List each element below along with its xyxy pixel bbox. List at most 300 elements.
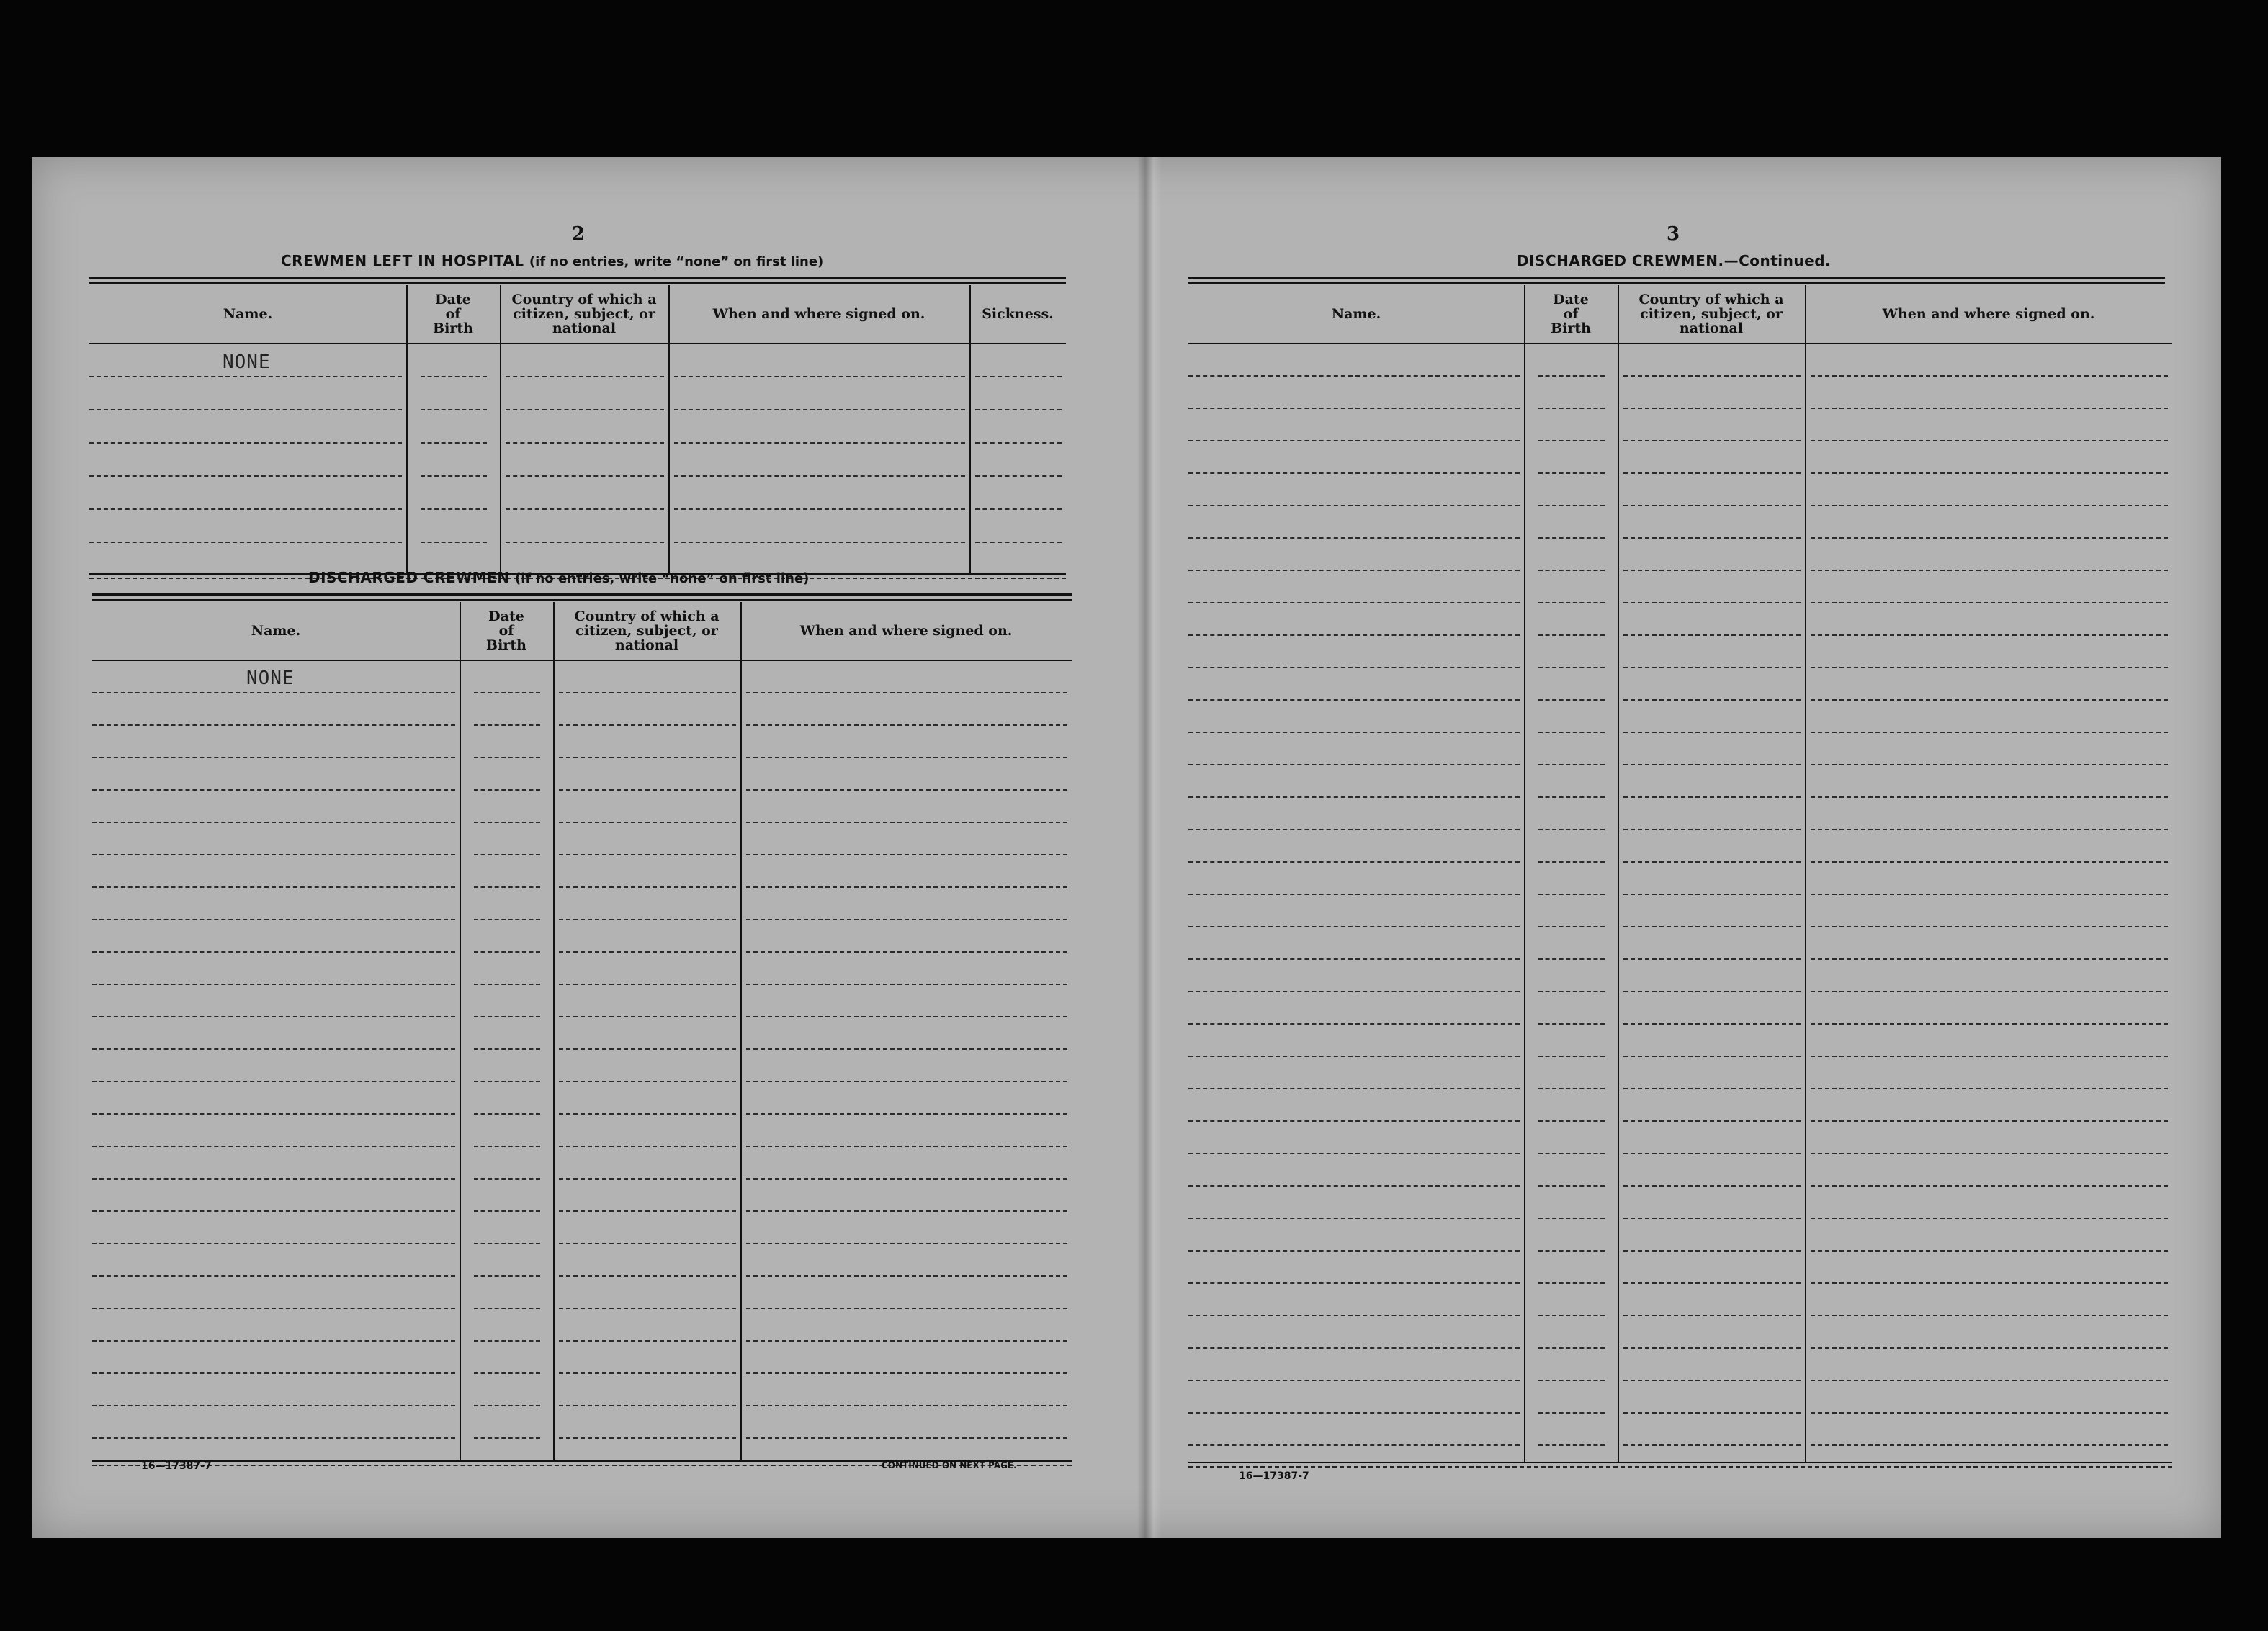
entry-line[interactable] bbox=[92, 1178, 455, 1180]
entry-line[interactable] bbox=[1623, 408, 1801, 409]
entry-line[interactable] bbox=[1188, 667, 1520, 668]
entry-line[interactable] bbox=[89, 442, 402, 444]
entry-line[interactable] bbox=[559, 951, 736, 953]
entry-line[interactable] bbox=[1538, 537, 1605, 539]
entry-line[interactable] bbox=[1538, 634, 1605, 636]
section-title-text: CREWMEN LEFT IN HOSPITAL bbox=[281, 252, 524, 269]
entry-line[interactable] bbox=[1538, 472, 1605, 474]
entry-line[interactable] bbox=[746, 1210, 1067, 1212]
entry-line[interactable] bbox=[1538, 1347, 1605, 1349]
entry-line[interactable] bbox=[746, 1340, 1067, 1342]
entry-line[interactable] bbox=[1811, 537, 2168, 539]
entry-line[interactable] bbox=[1188, 991, 1520, 992]
entry-line[interactable] bbox=[559, 1243, 736, 1244]
column-divider bbox=[460, 602, 461, 1460]
column-divider bbox=[1524, 285, 1525, 1462]
entry-line[interactable] bbox=[92, 1146, 455, 1147]
entry-line[interactable] bbox=[1811, 732, 2168, 733]
entry-line[interactable] bbox=[1811, 1444, 2168, 1446]
entry-line[interactable] bbox=[92, 789, 455, 791]
entry-line[interactable] bbox=[474, 951, 540, 953]
entry-line[interactable] bbox=[421, 442, 487, 444]
entry-line[interactable] bbox=[1188, 1315, 1520, 1316]
entry-line[interactable] bbox=[1538, 796, 1605, 798]
entry-line[interactable] bbox=[1188, 926, 1520, 927]
entry-line[interactable] bbox=[1811, 408, 2168, 409]
entry-line[interactable] bbox=[1811, 926, 2168, 927]
entry-line[interactable] bbox=[746, 984, 1067, 985]
entry-line[interactable] bbox=[421, 508, 487, 510]
column-header-signed-on: When and where signed on. bbox=[799, 623, 1013, 639]
entry-line[interactable] bbox=[1188, 1120, 1520, 1122]
column-header-date-of-birth: Date of Birth bbox=[486, 608, 526, 653]
entry-line[interactable] bbox=[746, 1113, 1067, 1115]
entry-line[interactable] bbox=[1188, 764, 1520, 765]
entry-line[interactable] bbox=[1623, 1185, 1801, 1187]
entry-line[interactable] bbox=[1811, 699, 2168, 701]
entry-line[interactable] bbox=[474, 724, 540, 726]
entry-line[interactable] bbox=[506, 442, 664, 444]
entry-line[interactable] bbox=[1623, 1023, 1801, 1025]
entry-line[interactable] bbox=[1188, 505, 1520, 506]
entry-line[interactable] bbox=[746, 854, 1067, 855]
entry-line[interactable] bbox=[1811, 1218, 2168, 1219]
entry-line[interactable] bbox=[1811, 1412, 2168, 1414]
entry-line[interactable] bbox=[1811, 1185, 2168, 1187]
entry-line[interactable] bbox=[1811, 1315, 2168, 1316]
entry-line[interactable] bbox=[92, 757, 455, 758]
entry-line[interactable] bbox=[1811, 894, 2168, 895]
entry-line[interactable] bbox=[1188, 570, 1520, 571]
entry-line[interactable] bbox=[474, 1275, 540, 1277]
entry-line[interactable] bbox=[1623, 1282, 1801, 1284]
entry-line[interactable] bbox=[1623, 732, 1801, 733]
entry-line[interactable] bbox=[1623, 1056, 1801, 1057]
entry-line[interactable] bbox=[1188, 796, 1520, 798]
section-title-text: DISCHARGED CREWMEN.—Continued. bbox=[1517, 252, 1832, 269]
entry-line[interactable] bbox=[1188, 1347, 1520, 1349]
entry-line[interactable] bbox=[1538, 1315, 1605, 1316]
entry-line[interactable] bbox=[559, 822, 736, 823]
entry-line[interactable] bbox=[559, 1405, 736, 1406]
entry-line[interactable] bbox=[1811, 1088, 2168, 1089]
entry-line[interactable] bbox=[1538, 1153, 1605, 1154]
entry-line[interactable] bbox=[474, 1243, 540, 1244]
entry-line[interactable] bbox=[746, 1146, 1067, 1147]
entry-line[interactable] bbox=[559, 854, 736, 855]
entry-line[interactable] bbox=[1623, 764, 1801, 765]
entry-line[interactable] bbox=[92, 1113, 455, 1115]
entry-line[interactable] bbox=[559, 724, 736, 726]
column-header-name: Name. bbox=[223, 306, 273, 322]
entry-line[interactable] bbox=[1811, 602, 2168, 603]
entry-line[interactable] bbox=[746, 1372, 1067, 1374]
entry-line[interactable] bbox=[559, 692, 736, 693]
entry-line[interactable] bbox=[1811, 570, 2168, 571]
entry-line[interactable] bbox=[1811, 505, 2168, 506]
entry-line[interactable] bbox=[1538, 570, 1605, 571]
entry-line[interactable] bbox=[474, 886, 540, 888]
entry-line[interactable] bbox=[506, 475, 664, 477]
entry-line[interactable] bbox=[1811, 829, 2168, 830]
entry-line[interactable] bbox=[1188, 958, 1520, 960]
entry-line[interactable] bbox=[559, 757, 736, 758]
entry-line[interactable] bbox=[1623, 991, 1801, 992]
entry-line[interactable] bbox=[92, 886, 455, 888]
entry-line[interactable] bbox=[1188, 1380, 1520, 1381]
entry-line[interactable] bbox=[746, 822, 1067, 823]
entry-line[interactable] bbox=[474, 1081, 540, 1082]
entry-line[interactable] bbox=[92, 1308, 455, 1309]
entry-line[interactable] bbox=[1188, 894, 1520, 895]
entry-line[interactable] bbox=[1811, 375, 2168, 377]
entry-line[interactable] bbox=[1538, 764, 1605, 765]
entry-line[interactable] bbox=[746, 1243, 1067, 1244]
column-divider bbox=[740, 602, 742, 1460]
section-note: (if no entries, write “none” on first line) bbox=[529, 254, 824, 269]
entry-line[interactable] bbox=[474, 692, 540, 693]
entry-line[interactable] bbox=[1623, 926, 1801, 927]
entry-line[interactable] bbox=[1623, 699, 1801, 701]
entry-line[interactable] bbox=[1188, 1444, 1520, 1446]
entry-line[interactable] bbox=[559, 1048, 736, 1050]
entry-line[interactable] bbox=[1623, 1153, 1801, 1154]
entry-line[interactable] bbox=[1538, 926, 1605, 927]
entry-line[interactable] bbox=[559, 1372, 736, 1374]
entry-line[interactable] bbox=[1538, 602, 1605, 603]
entry-line[interactable] bbox=[1188, 537, 1520, 539]
entry-line[interactable] bbox=[1811, 1380, 2168, 1381]
entry-line[interactable] bbox=[474, 1016, 540, 1017]
entry-line[interactable] bbox=[1188, 1153, 1520, 1154]
entry-line[interactable] bbox=[1811, 440, 2168, 441]
entry-line[interactable] bbox=[746, 757, 1067, 758]
entry-line[interactable] bbox=[674, 542, 965, 543]
entry-line[interactable] bbox=[746, 1275, 1067, 1277]
entry-line[interactable] bbox=[674, 508, 965, 510]
entry-line[interactable] bbox=[1623, 1250, 1801, 1252]
entry-line[interactable] bbox=[1538, 375, 1605, 377]
entry-line[interactable] bbox=[674, 442, 965, 444]
column-divider bbox=[553, 602, 555, 1460]
entry-line[interactable] bbox=[92, 1210, 455, 1212]
entry-line[interactable] bbox=[474, 1372, 540, 1374]
entry-line[interactable] bbox=[1538, 1185, 1605, 1187]
entry-line[interactable] bbox=[474, 1308, 540, 1309]
entry-line[interactable] bbox=[474, 984, 540, 985]
entry-line[interactable] bbox=[559, 1308, 736, 1309]
entry-line[interactable] bbox=[1538, 1250, 1605, 1252]
entry-line[interactable] bbox=[1623, 505, 1801, 506]
entry-line[interactable] bbox=[1811, 472, 2168, 474]
discharged-table bbox=[92, 602, 1072, 1460]
column-divider bbox=[500, 285, 501, 573]
entry-line[interactable] bbox=[1538, 1120, 1605, 1122]
entry-line[interactable] bbox=[92, 919, 455, 920]
column-divider bbox=[406, 285, 408, 573]
entry-line[interactable] bbox=[1623, 1380, 1801, 1381]
entry-line[interactable] bbox=[1811, 1056, 2168, 1057]
entry-line[interactable] bbox=[1623, 958, 1801, 960]
column-header-sickness: Sickness. bbox=[982, 306, 1054, 322]
entry-line[interactable] bbox=[1188, 829, 1520, 830]
column-header-signed-on: When and where signed on. bbox=[712, 306, 925, 322]
column-header-country: Country of which a citizen, subject, or national bbox=[511, 292, 657, 336]
entry-line[interactable] bbox=[474, 757, 540, 758]
entry-line[interactable] bbox=[92, 951, 455, 953]
column-header-date-of-birth: Date of Birth bbox=[433, 292, 473, 336]
entry-line[interactable] bbox=[89, 475, 402, 477]
entry-line[interactable] bbox=[89, 508, 402, 510]
column-divider bbox=[668, 285, 670, 573]
entry-line[interactable] bbox=[1811, 958, 2168, 960]
entry-line[interactable] bbox=[1188, 375, 1520, 377]
entry-line[interactable] bbox=[474, 789, 540, 791]
column-divider bbox=[969, 285, 971, 573]
discharged-continued-title bbox=[1517, 252, 1831, 269]
entry-line[interactable] bbox=[559, 886, 736, 888]
entry-line[interactable] bbox=[1188, 602, 1520, 603]
entry-line[interactable] bbox=[1811, 1347, 2168, 1349]
entry-line[interactable] bbox=[89, 409, 402, 410]
section-rule bbox=[92, 593, 1072, 601]
entry-line[interactable] bbox=[559, 1275, 736, 1277]
entry-line[interactable] bbox=[1538, 861, 1605, 863]
entry-line[interactable] bbox=[746, 1178, 1067, 1180]
entry-line[interactable] bbox=[559, 919, 736, 920]
entry-line[interactable] bbox=[1188, 1282, 1520, 1284]
entry-line[interactable] bbox=[1188, 408, 1520, 409]
entry-line[interactable] bbox=[1811, 634, 2168, 636]
entry-line[interactable] bbox=[1188, 1088, 1520, 1089]
entry-line[interactable] bbox=[1623, 861, 1801, 863]
entry-line[interactable] bbox=[474, 1437, 540, 1439]
entry-line[interactable] bbox=[746, 789, 1067, 791]
form-number: 16—17387-7 bbox=[1239, 1470, 1309, 1482]
table-bottom-rule bbox=[1188, 1462, 2172, 1468]
entry-line[interactable] bbox=[92, 1340, 455, 1342]
entry-line[interactable] bbox=[421, 542, 487, 543]
entry-line[interactable] bbox=[1811, 1282, 2168, 1284]
entry-line[interactable] bbox=[92, 1016, 455, 1017]
entry-line[interactable] bbox=[1188, 1185, 1520, 1187]
entry-line[interactable] bbox=[1623, 829, 1801, 830]
entry-line[interactable] bbox=[1188, 1023, 1520, 1025]
entry-line[interactable] bbox=[421, 475, 487, 477]
entry-line[interactable] bbox=[506, 376, 664, 377]
entry-line[interactable] bbox=[975, 376, 1062, 377]
entry-line[interactable] bbox=[1623, 1088, 1801, 1089]
column-divider bbox=[1618, 285, 1619, 1462]
entry-line[interactable] bbox=[1623, 1347, 1801, 1349]
entry-line[interactable] bbox=[1811, 1023, 2168, 1025]
entry-line[interactable] bbox=[746, 886, 1067, 888]
entry-line[interactable] bbox=[474, 919, 540, 920]
entry-line[interactable] bbox=[1811, 1250, 2168, 1252]
entry-line[interactable] bbox=[1538, 1412, 1605, 1414]
column-header-country: Country of which a citizen, subject, or national bbox=[1639, 292, 1784, 336]
entry-line[interactable] bbox=[559, 1016, 736, 1017]
entry-line[interactable] bbox=[559, 789, 736, 791]
column-header-date-of-birth: Date of Birth bbox=[1551, 292, 1591, 336]
entry-line[interactable] bbox=[746, 951, 1067, 953]
entry-line[interactable] bbox=[559, 1210, 736, 1212]
entry-line[interactable] bbox=[1538, 1282, 1605, 1284]
entry-line[interactable] bbox=[559, 1146, 736, 1147]
entry-line[interactable] bbox=[1811, 1120, 2168, 1122]
continued-note: CONTINUED ON NEXT PAGE. bbox=[882, 1460, 1017, 1470]
entry-line[interactable] bbox=[1623, 1218, 1801, 1219]
entry-line[interactable] bbox=[1538, 408, 1605, 409]
entry-line[interactable] bbox=[746, 1016, 1067, 1017]
entry-line[interactable] bbox=[92, 1372, 455, 1374]
entry-line[interactable] bbox=[474, 1113, 540, 1115]
entry-line[interactable] bbox=[421, 376, 487, 377]
entry-line[interactable] bbox=[1623, 1120, 1801, 1122]
entry-line[interactable] bbox=[1188, 1056, 1520, 1057]
entry-line[interactable] bbox=[1623, 440, 1801, 441]
entry-line[interactable] bbox=[1538, 1056, 1605, 1057]
entry-line[interactable] bbox=[975, 442, 1062, 444]
entry-line[interactable] bbox=[746, 724, 1067, 726]
entry-line[interactable] bbox=[1623, 602, 1801, 603]
entry-line[interactable] bbox=[1188, 699, 1520, 701]
entry-line[interactable] bbox=[1623, 1444, 1801, 1446]
entry-line[interactable] bbox=[1623, 537, 1801, 539]
entry-line[interactable] bbox=[92, 1275, 455, 1277]
left-page bbox=[32, 157, 1134, 1538]
entry-line[interactable] bbox=[474, 1210, 540, 1212]
entry-line[interactable] bbox=[1811, 1153, 2168, 1154]
entry-line[interactable] bbox=[746, 1081, 1067, 1082]
page-number: 2 bbox=[572, 223, 586, 245]
entry-line[interactable] bbox=[1538, 1218, 1605, 1219]
entry-line[interactable] bbox=[559, 1178, 736, 1180]
entry-line[interactable] bbox=[1188, 440, 1520, 441]
entry-line[interactable] bbox=[474, 1048, 540, 1050]
entry-line[interactable] bbox=[975, 542, 1062, 543]
entry-line[interactable] bbox=[474, 854, 540, 855]
entry-line[interactable] bbox=[92, 724, 455, 726]
entry-line[interactable] bbox=[1623, 894, 1801, 895]
entry-line[interactable] bbox=[1188, 634, 1520, 636]
entry-line[interactable] bbox=[1538, 991, 1605, 992]
entry-line[interactable] bbox=[89, 376, 402, 377]
entry-line[interactable] bbox=[1623, 375, 1801, 377]
entry-line[interactable] bbox=[92, 1437, 455, 1439]
entry-line[interactable] bbox=[474, 1178, 540, 1180]
entry-line[interactable] bbox=[506, 542, 664, 543]
entry-line[interactable] bbox=[1811, 667, 2168, 668]
entry-line[interactable] bbox=[1188, 732, 1520, 733]
entry-line[interactable] bbox=[1538, 1380, 1605, 1381]
hospital-section-title bbox=[281, 252, 823, 269]
section-rule bbox=[1188, 277, 2165, 284]
entry-line[interactable] bbox=[92, 854, 455, 855]
entry-line[interactable] bbox=[92, 692, 455, 693]
entry-line[interactable] bbox=[746, 692, 1067, 693]
entry-line[interactable] bbox=[674, 475, 965, 477]
entry-line[interactable] bbox=[746, 1308, 1067, 1309]
entry-line[interactable] bbox=[559, 1437, 736, 1439]
entry-line[interactable] bbox=[92, 1243, 455, 1244]
entry-line[interactable] bbox=[1623, 1315, 1801, 1316]
entry-line[interactable] bbox=[1538, 829, 1605, 830]
entry-line[interactable] bbox=[474, 1340, 540, 1342]
entry-line[interactable] bbox=[674, 376, 965, 377]
entry-line[interactable] bbox=[1811, 764, 2168, 765]
entry-line[interactable] bbox=[1623, 1412, 1801, 1414]
entry-line[interactable] bbox=[92, 984, 455, 985]
entry-line[interactable] bbox=[92, 1405, 455, 1406]
entry-line[interactable] bbox=[559, 984, 736, 985]
entry-line[interactable] bbox=[1188, 1412, 1520, 1414]
entry-line[interactable] bbox=[1538, 732, 1605, 733]
entry-line[interactable] bbox=[474, 822, 540, 823]
entry-line[interactable] bbox=[746, 1048, 1067, 1050]
entry-line[interactable] bbox=[506, 508, 664, 510]
entry-line[interactable] bbox=[92, 1081, 455, 1082]
entry-line[interactable] bbox=[1538, 894, 1605, 895]
entry-line[interactable] bbox=[746, 1405, 1067, 1406]
entry-line[interactable] bbox=[92, 1048, 455, 1050]
entry-line[interactable] bbox=[1538, 699, 1605, 701]
entry-line[interactable] bbox=[1188, 472, 1520, 474]
entry-line[interactable] bbox=[975, 475, 1062, 477]
entry-line[interactable] bbox=[559, 1113, 736, 1115]
header-rule bbox=[1188, 343, 2172, 344]
entry-line[interactable] bbox=[506, 409, 664, 410]
entry-line[interactable] bbox=[1811, 991, 2168, 992]
entry-line[interactable] bbox=[1623, 634, 1801, 636]
entry-line[interactable] bbox=[559, 1340, 736, 1342]
entry-line[interactable] bbox=[1538, 505, 1605, 506]
discharged-section-title bbox=[308, 569, 809, 586]
section-title-text: DISCHARGED CREWMEN bbox=[308, 569, 510, 586]
entry-line[interactable] bbox=[1538, 1023, 1605, 1025]
entry-line[interactable] bbox=[1538, 1088, 1605, 1089]
page-number: 3 bbox=[1667, 223, 1680, 245]
entry-line[interactable] bbox=[474, 1405, 540, 1406]
entry-line[interactable] bbox=[975, 409, 1062, 410]
column-divider bbox=[1805, 285, 1806, 1462]
entry-line[interactable] bbox=[1538, 1444, 1605, 1446]
entry-line[interactable] bbox=[92, 822, 455, 823]
entry-line[interactable] bbox=[89, 542, 402, 543]
entry-line[interactable] bbox=[746, 1437, 1067, 1439]
entry-line[interactable] bbox=[1538, 958, 1605, 960]
entry-line[interactable] bbox=[674, 409, 965, 410]
form-number: 16—17387-7 bbox=[141, 1460, 212, 1472]
entry-line[interactable] bbox=[1623, 570, 1801, 571]
entry-line[interactable] bbox=[1188, 1250, 1520, 1252]
entry-line[interactable] bbox=[1623, 667, 1801, 668]
entry-line[interactable] bbox=[1811, 861, 2168, 863]
entry-line[interactable] bbox=[1538, 667, 1605, 668]
entry-line[interactable] bbox=[1188, 861, 1520, 863]
entry-line[interactable] bbox=[1188, 1218, 1520, 1219]
entry-line[interactable] bbox=[746, 919, 1067, 920]
header-rule bbox=[89, 343, 1066, 344]
entry-line[interactable] bbox=[421, 409, 487, 410]
entry-line[interactable] bbox=[559, 1081, 736, 1082]
entry-line[interactable] bbox=[1538, 440, 1605, 441]
entry-line[interactable] bbox=[1811, 796, 2168, 798]
entry-line[interactable] bbox=[474, 1146, 540, 1147]
entry-line[interactable] bbox=[975, 508, 1062, 510]
entry-line[interactable] bbox=[1623, 796, 1801, 798]
entry-line[interactable] bbox=[1623, 472, 1801, 474]
